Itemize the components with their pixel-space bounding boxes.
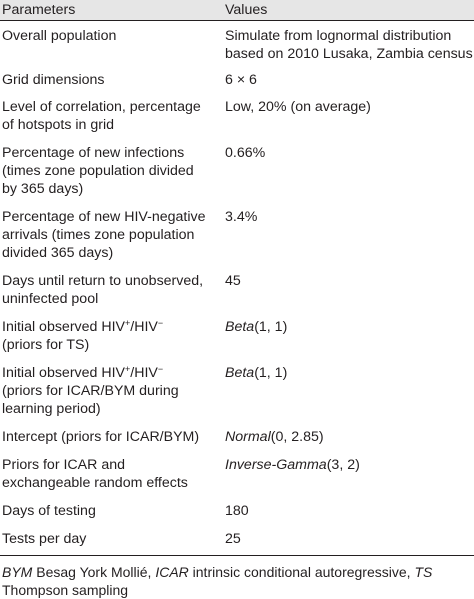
abbr-bym: BYM	[2, 564, 33, 580]
distribution-name: Inverse-Gamma	[225, 457, 327, 473]
row-new-infections-value: 0.66%	[225, 145, 266, 161]
hiv-neg-text: /HIV	[130, 319, 158, 335]
def-icar: intrinsic conditional autoregressive,	[188, 564, 415, 580]
table-footnote	[2, 563, 472, 599]
distribution-params: (0, 2.85)	[270, 429, 324, 445]
distribution-params: (3, 2)	[326, 457, 360, 473]
distribution-name: Normal	[225, 429, 271, 445]
row-priors-ts-value	[225, 317, 287, 337]
row-grid-dimensions-param: Grid dimensions	[2, 72, 105, 88]
row-grid-dimensions-value: 6 × 6	[225, 72, 257, 88]
row-overall-population-value-2: based on 2010 Lusaka, Zambia census	[225, 46, 473, 62]
minus-superscript: −	[157, 364, 164, 374]
row-priors-icar-param-2: (priors for ICAR/BYM during	[2, 383, 179, 399]
row-overall-population-value-1: Simulate from lognormal distribution	[225, 28, 452, 44]
header-values: Values	[225, 2, 268, 18]
row-intercept-value	[225, 427, 324, 447]
row-hiv-negative-arrivals-value: 3.4%	[225, 209, 258, 225]
row-correlation-value: Low, 20% (on average)	[225, 99, 371, 115]
row-intercept-param: Intercept (priors for ICAR/BYM)	[2, 429, 200, 445]
row-new-infections-param-3: by 365 days)	[2, 181, 84, 197]
row-priors-ts-param-2: (priors for TS)	[2, 337, 90, 353]
row-days-of-testing-value: 180	[225, 503, 249, 519]
hiv-neg-text: /HIV	[130, 365, 158, 381]
distribution-name: Beta	[225, 319, 255, 335]
bottom-rule	[0, 555, 474, 556]
row-days-until-return-param-2: uninfected pool	[2, 291, 99, 307]
row-random-effects-param-2: exchangeable random effects	[2, 475, 188, 491]
row-correlation-param-1: Level of correlation, percentage	[2, 99, 201, 115]
def-ts: Thompson sampling	[2, 582, 129, 598]
row-priors-ts-param-1	[2, 317, 163, 337]
header-parameters: Parameters	[2, 2, 76, 18]
row-hiv-negative-arrivals-param-1: Percentage of new HIV-negative	[2, 209, 206, 225]
row-tests-per-day-value: 25	[225, 531, 241, 547]
abbr-ts: TS	[414, 564, 433, 580]
row-days-until-return-value: 45	[225, 273, 241, 289]
minus-superscript: −	[157, 318, 164, 328]
row-new-infections-param-1: Percentage of new infections	[2, 145, 185, 161]
plus-superscript: +	[125, 364, 131, 374]
plus-superscript: +	[125, 318, 131, 328]
row-new-infections-param-2: (times zone population divided	[2, 163, 194, 179]
row-overall-population-param: Overall population	[2, 28, 117, 44]
row-hiv-negative-arrivals-param-2: arrivals (times zone population	[2, 227, 195, 243]
abbr-icar: ICAR	[155, 564, 189, 580]
def-bym: Besag York Mollié,	[32, 564, 156, 580]
distribution-params: (1, 1)	[254, 319, 288, 335]
distribution-name: Beta	[225, 365, 255, 381]
row-hiv-negative-arrivals-param-3: divided 365 days)	[2, 245, 114, 261]
row-tests-per-day-param: Tests per day	[2, 531, 87, 547]
row-priors-icar-param-1	[2, 363, 163, 383]
row-random-effects-value	[225, 455, 360, 475]
hiv-text: Initial observed HIV	[2, 365, 126, 381]
row-priors-icar-param-3: learning period)	[2, 401, 101, 417]
distribution-params: (1, 1)	[254, 365, 288, 381]
header-rule	[0, 20, 474, 21]
row-days-until-return-param-1: Days until return to unobserved,	[2, 273, 204, 289]
hiv-text: Initial observed HIV	[2, 319, 126, 335]
row-random-effects-param-1: Priors for ICAR and	[2, 457, 125, 473]
row-days-of-testing-param: Days of testing	[2, 503, 96, 519]
row-priors-icar-value	[225, 363, 287, 383]
row-correlation-param-2: of hotspots in grid	[2, 117, 114, 133]
